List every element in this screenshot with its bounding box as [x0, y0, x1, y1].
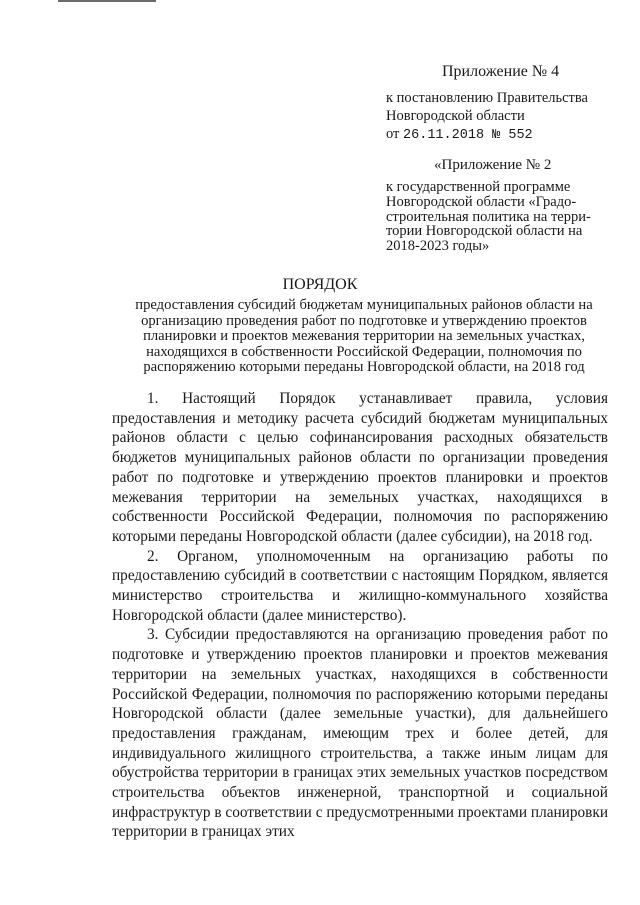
appendix-4-date-prefix: от: [386, 126, 404, 142]
paragraph-1: 1. Настоящий Порядок устанавливает правила, условия предоставления и методику расчета субсидий бюджетам муниципальных районов области с целью софинансирования расходных обязательств бюджетов муниципальных районов области по организации проведения работ по подготовке и утверждению проектов планировки и проектов межевания территории на земельных участках, находящихся в собственности Российской Федерации, полномочия по распоряжению которыми переданы Новгородской области (далее субсидии), на 2018 год.: [112, 390, 608, 545]
subtitle-line: распоряжению которыми переданы Новгородской области, на 2018 год: [143, 359, 585, 376]
document-title: ПОРЯДОК: [282, 276, 358, 293]
paragraph-3: 3. Субсидии предоставляются на организацию проведения работ по подготовке и утверждению проектов планировки и проектов межевания территории на земельных участках, находящихся в собственности Российской Федерации, полномочия по распоряжению которыми переданы Новгородской области (далее земельные участки), для дальнейшего предоставления гражданам, имеющим трех и более детей, для индивидуального жилищного строительства, а также иным лицам для обустройства территории в границах этих земельных участков посредством строительства объектов инженерной, транспортной и социальной инфраструктур в соответствии с предусмотренными проектами планировки территории в границах этих: [112, 626, 608, 841]
appendix-2-title: «Приложение № 2: [434, 157, 552, 173]
subtitle-line: предоставления субсидий бюджетам муниципальных районов области на: [135, 297, 593, 313]
appendix-2-line: Новгородской области «Градо-: [386, 193, 577, 210]
appendix-4-date: 26.11.2018 № 552: [403, 128, 533, 143]
appendix-2-line: строительная политика на терри-: [386, 208, 591, 225]
appendix-2-block: [386, 156, 626, 254]
appendix-4-block: [386, 63, 626, 145]
appendix-4-title: Приложение № 4: [442, 63, 560, 80]
appendix-4-date-line: [386, 125, 626, 145]
document-body: [112, 389, 608, 842]
appendix-4-line: к постановлению Правительства: [386, 90, 588, 106]
appendix-4-line: Новгородской области: [386, 108, 525, 124]
scan-artifact-line: [58, 0, 156, 2]
document-subtitle: [108, 298, 620, 376]
appendix-2-line: 2018-2023 годы»: [386, 238, 490, 255]
paragraph-2: 2. Органом, уполномоченным на организацию работы по предоставлению субсидий в соответствии с настоящим Порядком, является министерство строительства и жилищно-коммунального хозяйства Новгородской области (далее министерство).: [112, 547, 608, 624]
subtitle-line: планировки и проектов межевания территории на земельных участках,: [143, 328, 585, 345]
appendix-2-line: к государственной программе: [386, 179, 571, 195]
subtitle-line: находящихся в собственности Российской Федерации, полномочия по: [146, 343, 582, 360]
appendix-2-line: тории Новгородской области на: [386, 223, 583, 240]
subtitle-line: организацию проведения работ по подготовке и утверждению проектов: [141, 312, 587, 329]
